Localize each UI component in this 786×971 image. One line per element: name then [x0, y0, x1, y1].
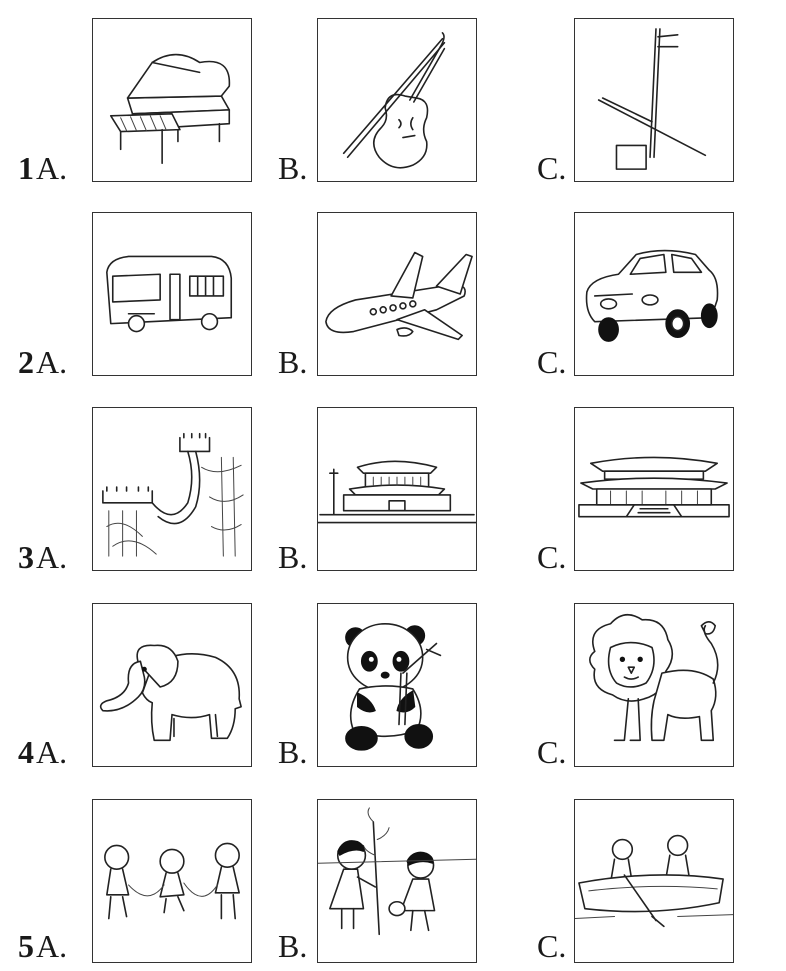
option-b-label: B.	[278, 734, 308, 770]
option-b-picture-box[interactable]	[317, 212, 477, 376]
option-c-label: C.	[537, 344, 567, 380]
question-number: 2	[18, 344, 34, 380]
option-a-label: A.	[36, 928, 68, 964]
question-row-4	[0, 586, 786, 770]
option-b-label: B.	[278, 344, 308, 380]
violin-icon	[318, 19, 476, 181]
question-row-1	[0, 0, 786, 186]
palace-hall-icon	[575, 408, 733, 570]
question-number: 5	[18, 928, 34, 964]
erhu-icon	[575, 19, 733, 181]
option-c-label: C.	[537, 928, 567, 964]
car-icon	[575, 213, 733, 375]
option-c-picture-box[interactable]	[574, 799, 734, 963]
option-a-picture-box[interactable]	[92, 603, 252, 767]
option-c-picture-box[interactable]	[574, 603, 734, 767]
option-b-label: B.	[278, 150, 308, 186]
option-c-picture-box[interactable]	[574, 212, 734, 376]
panda-icon	[318, 604, 476, 766]
option-c-picture-box[interactable]	[574, 18, 734, 182]
tiananmen-icon	[318, 408, 476, 570]
option-c-label: C.	[537, 734, 567, 770]
elephant-icon	[93, 604, 251, 766]
option-b-picture-box[interactable]	[317, 799, 477, 963]
option-a-label: A.	[36, 344, 68, 380]
option-b-label: B.	[278, 539, 308, 575]
option-c-label: C.	[537, 539, 567, 575]
lion-icon	[575, 604, 733, 766]
option-a-picture-box[interactable]	[92, 18, 252, 182]
question-number: 3	[18, 539, 34, 575]
option-b-picture-box[interactable]	[317, 18, 477, 182]
children-planting-tree-icon	[318, 800, 476, 962]
children-jumping-rope-icon	[93, 800, 251, 962]
option-a-label: A.	[36, 150, 68, 186]
option-c-label: C.	[537, 150, 567, 186]
option-a-label: A.	[36, 539, 68, 575]
option-b-picture-box[interactable]	[317, 407, 477, 571]
great-wall-icon	[93, 408, 251, 570]
option-a-picture-box[interactable]	[92, 799, 252, 963]
question-row-3	[0, 391, 786, 575]
question-row-5	[0, 782, 786, 964]
piano-icon	[93, 19, 251, 181]
bus-icon	[93, 213, 251, 375]
question-row-2	[0, 196, 786, 380]
option-b-label: B.	[278, 928, 308, 964]
question-number: 4	[18, 734, 34, 770]
children-rowing-boat-icon	[575, 800, 733, 962]
airplane-icon	[318, 213, 476, 375]
option-a-picture-box[interactable]	[92, 407, 252, 571]
option-b-picture-box[interactable]	[317, 603, 477, 767]
option-a-picture-box[interactable]	[92, 212, 252, 376]
question-number: 1	[18, 150, 34, 186]
option-a-label: A.	[36, 734, 68, 770]
option-c-picture-box[interactable]	[574, 407, 734, 571]
